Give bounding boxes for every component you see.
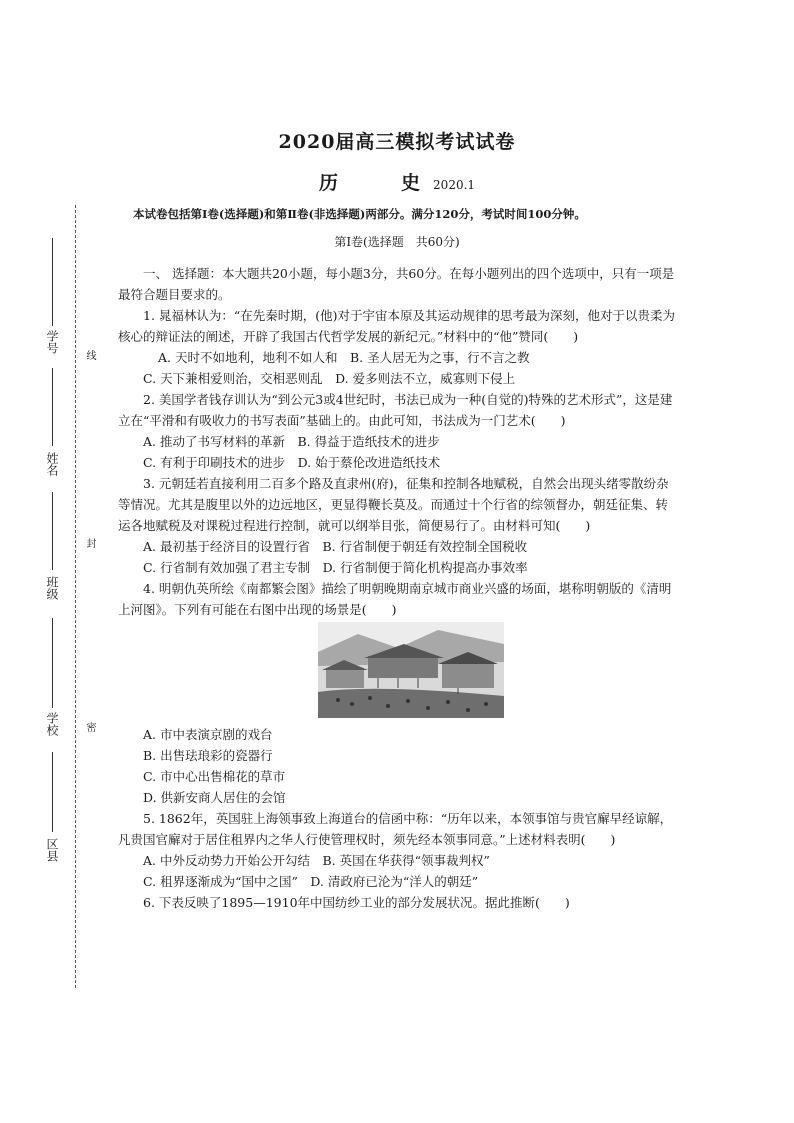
question-2-options-ab: A. 推动了书写材料的革新 B. 得益于造纸技术的进步 [143,434,440,449]
school-line [52,618,53,708]
question-2-options-cd: C. 有利于印刷技术的进步 D. 始于蔡伦改进造纸技术 [143,455,441,470]
subject-line [0,168,794,195]
subject-name: 历 史 [318,172,442,194]
name-label: 姓名 [45,452,59,476]
school-label: 学校 [45,712,59,736]
question-4-figure [118,620,680,724]
question-3-stem: 3. 元朝廷若直接利用二百多个路及直隶州(府)，征集和控制各地赋税，自然会出现头绪零散纷杂等情况。尤其是腹里以外的边远地区，更显得鞭长莫及。而通过十个行省的综领督办，朝廷征集、转运各地赋税及对课税过程进行控制，就可以纲举目张，简便易行了。由材料可知( ) [118,476,669,533]
student-id-label: 学号 [45,330,59,354]
question-5-options-ab: A. 中外反动势力开始公开勾结 B. 英国在华获得“领事裁判权” [143,853,490,868]
nandu-painting-image [318,622,504,718]
question-4-option-d: D. 供新安商人居住的会馆 [143,790,286,805]
exam-date: 2020.1 [433,178,476,192]
question-4-stem: 4. 明朝仇英所绘《南都繁会图》描绘了明朝晚期南京城市商业兴盛的场面，堪称明朝版的《清明上河图》。下列有可能在右图中出现的场景是( ) [118,581,672,617]
binding-char-feng: 封 [84,538,95,548]
question-4-option-c: C. 市中心出售棉花的草市 [143,769,286,784]
question-4-option-a: A. 市中表演京剧的戏台 [143,727,273,742]
question-5-stem: 5. 1862年，英国驻上海领事致上海道台的信函中称：“历年以来，本领事馆与贵官廨早经谅解，凡贵国官廨对于居住租界内之华人行使管理权时，须先经本领事同意。”上述材料表明( ) [118,811,673,847]
exam-title: 2020届高三模拟考试试卷 [278,131,516,153]
class-line [52,492,53,570]
question-1-options-cd: C. 天下兼相爱则治，交相恶则乱 D. 爱多则法不立，威寡则下侵上 [143,371,516,386]
question-5-options-cd: C. 租界逐渐成为“国中之国” D. 清政府已沦为“洋人的朝廷” [143,874,479,889]
exam-instructions: 本试卷包括第Ⅰ卷(选择题)和第Ⅱ卷(非选择题)两部分。满分120分，考试时间100分钟。 [133,207,586,221]
binding-dashed-line [75,205,76,988]
district-label: 区县 [45,838,59,862]
student-id-line [52,238,53,326]
question-3-options-ab: A. 最初基于经济目的设置行省 B. 行省制便于朝廷有效控制全国税收 [143,539,528,554]
question-6-stem: 6. 下表反映了1895—1910年中国纺纱工业的部分发展状况。据此推断( ) [143,895,570,910]
part-heading: 第Ⅰ卷(选择题 共60分) [334,235,460,249]
question-3-options-cd: C. 行省制有效加强了君主专制 D. 行省制便于简化机构提高办事效率 [143,560,528,575]
question-2-stem: 2. 美国学者钱存训认为“到公元3或4世纪时，书法已成为一种(自觉的)特殊的艺术形式”，这是建立在“平滑和有吸收力的书写表面”基础上的。由此可知，书法成为一门艺术( ) [118,392,673,428]
question-content [118,263,680,913]
class-label: 班级 [45,576,59,600]
district-line [52,752,53,832]
question-4-option-b: B. 出售珐琅彩的瓷器行 [143,748,273,763]
question-1-stem: 1. 晁福林认为：“在先秦时期，(他)对于宇宙本原及其运动规律的思考最为深刻，他对于以贵柔为核心的辩证法的阐述，开辟了我国古代哲学发展的新纪元。”材料中的“他”赞同( ) [118,308,676,344]
question-1-options-ab: A. 天时不如地利，地利不如人和 B. 圣人居无为之事，行不言之教 [158,350,530,365]
section-instruction: 一、 选择题：本大题共20小题，每小题3分，共60分。在每小题列出的四个选项中，只有一项是最符合题目要求的。 [118,266,675,302]
name-line [52,368,53,446]
binding-char-mi: 密 [84,722,95,732]
binding-char-xian: 线 [84,350,95,360]
